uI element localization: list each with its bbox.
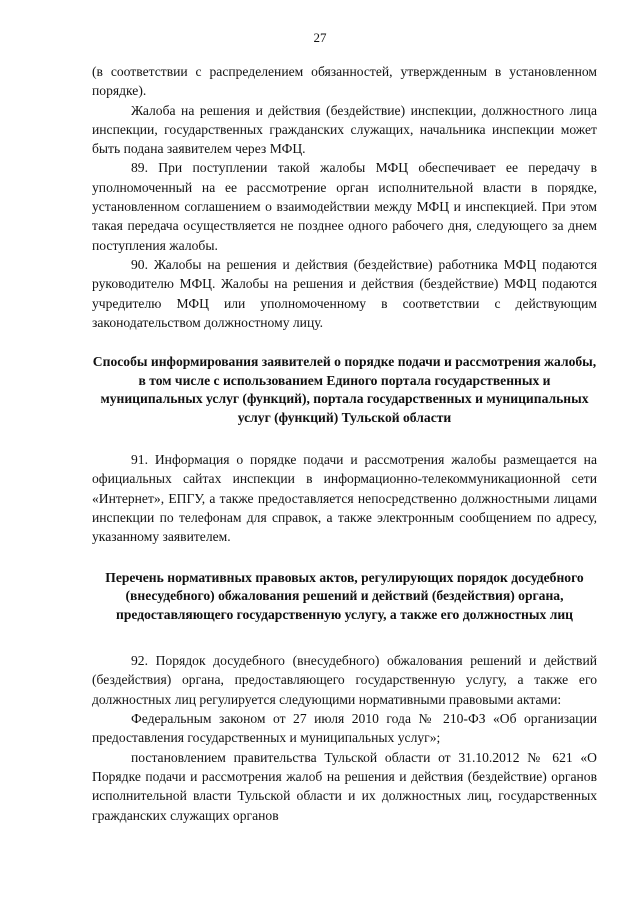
section-heading-legal-acts: Перечень нормативных правовых актов, регулирующих порядок досудебного (внесудебного) обжалования решений и действий (бездействия) органа, предоставляющего государственную услугу, а также его должностных лиц: [105, 569, 584, 622]
paragraph-92: 92. Порядок досудебного (внесудебного) обжалования решений и действий (бездействия) органа, предоставляющего государственную услугу, а также его должностных лиц регулируется следующими нормативными правовыми актами:: [92, 653, 597, 707]
document-body: [92, 62, 597, 825]
paragraph-complaint-via-mfc: Жалоба на решения и действия (бездействие) инспекции, должностного лица инспекции, государственных гражданских служащих, начальника инспекции может быть подана заявителем через МФЦ.: [92, 102, 597, 157]
paragraph-90: 90. Жалобы на решения и действия (бездействие) работника МФЦ подаются руководителю МФЦ. Жалобы на решения и действия (бездействие) МФЦ подаются учредителю МФЦ или уполномоченному в соответствии с действующим законодательством должностному лицу.: [92, 256, 597, 330]
paragraph-federal-law: Федеральным законом от 27 июля 2010 года № 210-ФЗ «Об организации предоставления государственных и муниципальных услуг»;: [92, 711, 597, 746]
paragraph-89: 89. При поступлении такой жалобы МФЦ обеспечивает ее передачу в уполномоченный на ее рассмотрение орган исполнительной власти в порядке, установленном соглашением о взаимодействии между МФЦ и инспекцией. При этом такая передача осуществляется не позднее одного рабочего дня, следующего за днем поступления жалобы.: [92, 160, 597, 253]
section-heading-informing: Способы информирования заявителей о порядке подачи и рассмотрения жалобы, в том числе с использованием Единого портала государственных и муниципальных услуг (функций), портала государственных и муниципальных услуг (функций) Тульской области: [92, 354, 597, 425]
paragraph-continuation: (в соответствии с распределением обязанностей, утвержденным в установленном порядке).: [92, 64, 597, 99]
page-number: 27: [313, 30, 327, 45]
paragraph-91: 91. Информация о порядке подачи и рассмотрения жалобы размещается на официальных сайтах инспекции в информационно-телекоммуникационной сети «Интернет», ЕПГУ, а также предоставляется непосредственно должностными лицами инспекции по телефонам для справок, а также электронным сообщением по адресу, указанному заявителем.: [92, 452, 597, 545]
paragraph-resolution-621: постановлением правительства Тульской области от 31.10.2012 № 621 «О Порядке подачи и рассмотрения жалоб на решения и действия (бездействие) органов исполнительной власти Тульской области и их должностных лиц, государственных гражданских служащих органов: [92, 749, 597, 823]
